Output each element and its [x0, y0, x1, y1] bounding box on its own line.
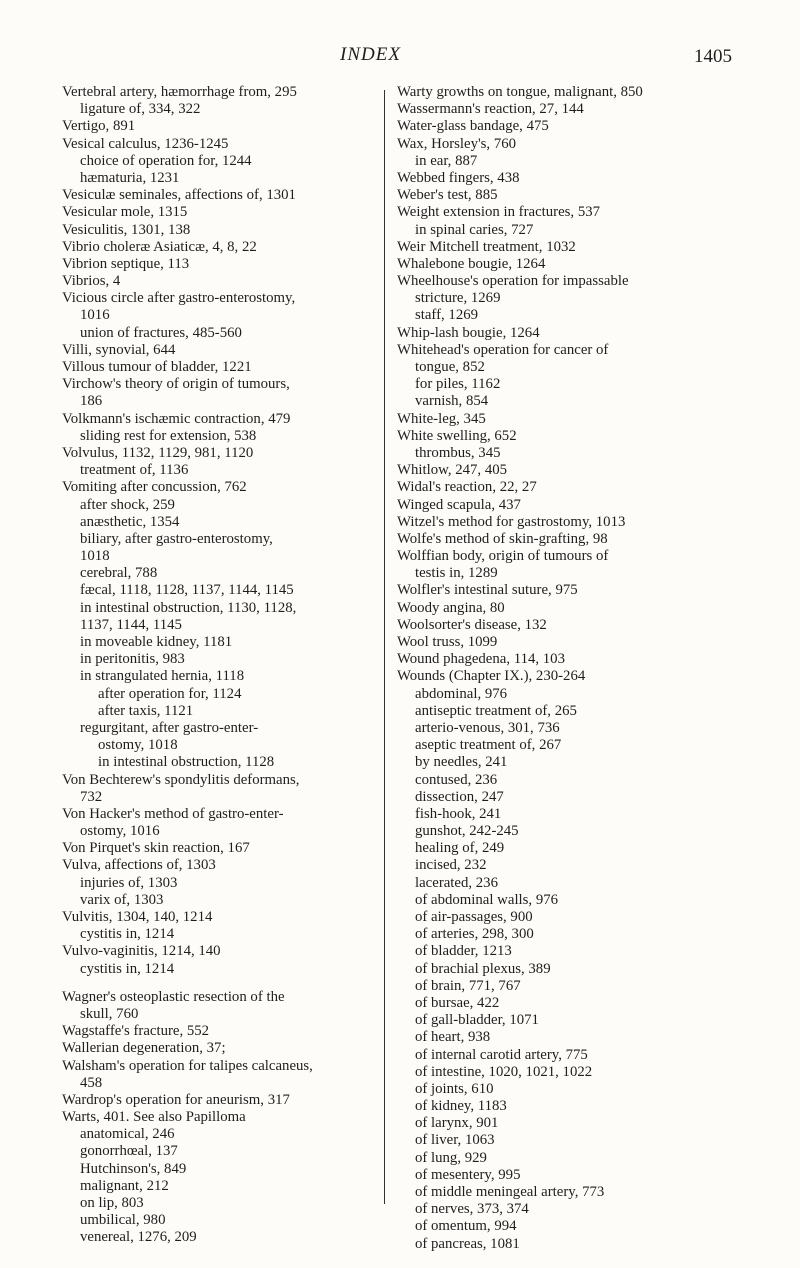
- index-subentry: gunshot, 242-245: [415, 823, 519, 840]
- index-entry: Winged scapula, 437: [397, 496, 521, 513]
- index-subentry: of bursae, 422: [415, 994, 500, 1011]
- index-entry: Warts, 401. See also Papilloma: [62, 1109, 246, 1126]
- index-entry: Volvulus, 1132, 1129, 981, 1120: [62, 444, 254, 461]
- index-subentry: of arteries, 298, 300: [415, 926, 534, 943]
- index-subentry: of middle meningeal artery, 773: [415, 1184, 605, 1200]
- index-entry: Von Bechterew's spondylitis deformans,: [62, 771, 300, 788]
- index-entry: Volkmann's ischæmic contraction, 479: [62, 410, 291, 427]
- index-subentry: tongue, 852: [415, 359, 485, 375]
- column-divider: [384, 90, 385, 1204]
- index-subentry: cerebral, 788: [80, 565, 158, 582]
- index-subentry: in spinal caries, 727: [415, 221, 534, 238]
- index-entry: Villi, synovial, 644: [62, 341, 176, 358]
- index-subentry: choice of operation for, 1244: [80, 152, 252, 169]
- index-entry: Vesical calculus, 1236-1245: [62, 135, 229, 152]
- index-entry: Whalebone bougie, 1264: [397, 255, 546, 272]
- index-subentry: Hutchinson's, 849: [80, 1160, 187, 1177]
- index-subentry: lacerated, 236: [415, 874, 498, 891]
- index-entry: Wheelhouse's operation for impassable: [397, 273, 629, 290]
- index-entry: Wassermann's reaction, 27, 144: [397, 101, 584, 118]
- index-entry: Wool truss, 1099: [397, 634, 498, 650]
- index-subentry: 1016: [80, 307, 110, 324]
- page-number: 1405: [694, 46, 732, 67]
- index-subentry: treatment of, 1136: [80, 462, 189, 479]
- index-entry: Virchow's theory of origin of tumours,: [62, 376, 290, 393]
- index-entry: Vesicular mole, 1315: [62, 204, 188, 221]
- index-entry: Vesiculitis, 1301, 138: [62, 221, 191, 238]
- index-subentry: varix of, 1303: [80, 891, 164, 908]
- index-subentry: of omentum, 994: [415, 1218, 517, 1235]
- index-entry: Warty growths on tongue, malignant, 850: [397, 84, 643, 100]
- index-subentry: in ear, 887: [415, 152, 478, 169]
- index-subentry: in moveable kidney, 1181: [80, 634, 233, 650]
- index-entry: White swelling, 652: [397, 427, 517, 444]
- header-title: INDEX: [340, 44, 401, 65]
- index-entry: Weir Mitchell treatment, 1032: [397, 238, 576, 255]
- index-subentry: of kidney, 1183: [415, 1098, 507, 1115]
- index-subentry: of liver, 1063: [415, 1132, 495, 1149]
- index-entry: Widal's reaction, 22, 27: [397, 479, 537, 496]
- index-entry: Webbed fingers, 438: [397, 169, 520, 186]
- index-subentry: fæcal, 1118, 1128, 1137, 1144, 1145: [80, 582, 294, 599]
- index-subentry: in intestinal obstruction, 1130, 1128,: [80, 599, 297, 616]
- index-entry: Whip-lash bougie, 1264: [397, 324, 540, 341]
- index-entry: Villous tumour of bladder, 1221: [62, 359, 252, 375]
- index-subentry: of gall-bladder, 1071: [415, 1012, 539, 1029]
- index-subentry: thrombus, 345: [415, 444, 501, 461]
- index-entry: Vesiculæ seminales, affections of, 1301: [62, 187, 296, 204]
- index-subentry: arterio-venous, 301, 736: [415, 719, 560, 736]
- index-subentry: cystitis in, 1214: [80, 926, 175, 943]
- index-subentry: after taxis, 1121: [98, 702, 194, 719]
- index-subentry: 186: [80, 393, 103, 410]
- index-entry: Weight extension in fractures, 537: [397, 204, 601, 221]
- index-subentry: healing of, 249: [415, 840, 505, 857]
- index-entry: Wolfler's intestinal suture, 975: [397, 582, 578, 599]
- index-entry: Wolffian body, origin of tumours of: [397, 548, 609, 565]
- index-subentry: by needles, 241: [415, 754, 508, 771]
- index-subentry: aseptic treatment of, 267: [415, 737, 562, 754]
- index-entry: Wallerian degeneration, 37;: [62, 1040, 226, 1057]
- index-column-left: [62, 84, 376, 1247]
- index-subentry: stricture, 1269: [415, 290, 501, 307]
- index-subentry: of lung, 929: [415, 1149, 487, 1166]
- index-subentry: on lip, 803: [80, 1195, 144, 1211]
- index-entry: Wagner's osteoplastic resection of the: [62, 988, 285, 1005]
- index-subentry: 732: [80, 788, 103, 805]
- index-entry: Vertigo, 891: [62, 118, 136, 135]
- index-subentry: of intestine, 1020, 1021, 1022: [415, 1063, 593, 1080]
- index-entry: Vulvo-vaginitis, 1214, 140: [62, 943, 221, 960]
- index-subentry: sliding rest for extension, 538: [80, 427, 257, 444]
- index-entry: Vertebral artery, hæmorrhage from, 295: [62, 84, 297, 100]
- section-gap: [62, 978, 376, 989]
- index-subentry: venereal, 1276, 209: [80, 1229, 197, 1246]
- index-subentry: in peritonitis, 983: [80, 651, 185, 668]
- index-entry: Wardrop's operation for aneurism, 317: [62, 1091, 290, 1108]
- index-subentry: in intestinal obstruction, 1128: [98, 754, 275, 771]
- index-entry: Vomiting after concussion, 762: [62, 479, 247, 496]
- index-subentry: of brachial plexus, 389: [415, 960, 551, 977]
- index-entry: Walsham's operation for talipes calcaneus,: [62, 1057, 313, 1074]
- index-subentry: of heart, 938: [415, 1029, 491, 1046]
- index-subentry: after shock, 259: [80, 496, 175, 513]
- index-entry: Whitlow, 247, 405: [397, 462, 508, 479]
- index-entry: Von Hacker's method of gastro-enter-: [62, 805, 284, 822]
- index-entry: Water-glass bandage, 475: [397, 118, 549, 135]
- index-subentry: gonorrhœal, 137: [80, 1143, 178, 1160]
- index-subentry: dissection, 247: [415, 788, 504, 805]
- index-subentry: anatomical, 246: [80, 1126, 175, 1143]
- index-entry: Weber's test, 885: [397, 187, 498, 204]
- index-subentry: ostomy, 1016: [80, 823, 160, 840]
- index-subentry: malignant, 212: [80, 1177, 169, 1194]
- index-subentry: skull, 760: [80, 1005, 139, 1022]
- index-entry: Vibrios, 4: [62, 273, 121, 290]
- index-subentry: of nerves, 373, 374: [415, 1201, 529, 1218]
- index-entry: Wagstaffe's fracture, 552: [62, 1023, 210, 1040]
- index-subentry: varnish, 854: [415, 393, 489, 410]
- index-entry: Woody angina, 80: [397, 599, 505, 616]
- index-subentry: abdominal, 976: [415, 685, 508, 702]
- index-subentry: of internal carotid artery, 775: [415, 1046, 588, 1063]
- index-subentry: fish-hook, 241: [415, 805, 502, 822]
- index-subentry: incised, 232: [415, 857, 487, 874]
- index-entry: Vulvitis, 1304, 140, 1214: [62, 909, 213, 925]
- index-subentry: 458: [80, 1074, 103, 1091]
- index-entry: Woolsorter's disease, 132: [397, 616, 547, 633]
- index-subentry: regurgitant, after gastro-enter-: [80, 719, 259, 736]
- index-entry: Wax, Horsley's, 760: [397, 135, 517, 152]
- index-subentry: of larynx, 901: [415, 1115, 499, 1132]
- index-entry: Vibrio choleræ Asiaticæ, 4, 8, 22: [62, 238, 257, 255]
- index-subentry: hæmaturia, 1231: [80, 169, 180, 186]
- index-subentry: staff, 1269: [415, 307, 479, 324]
- index-subentry: cystitis in, 1214: [80, 960, 175, 977]
- index-entry: White-leg, 345: [397, 410, 486, 427]
- index-entry: Wolfe's method of skin-grafting, 98: [397, 530, 608, 547]
- index-subentry: 1137, 1144, 1145: [80, 616, 182, 633]
- index-subentry: after operation for, 1124: [98, 685, 242, 702]
- index-entry: Vicious circle after gastro-enterostomy,: [62, 290, 296, 307]
- index-subentry: ligature of, 334, 322: [80, 101, 201, 118]
- index-entry: Wound phagedena, 114, 103: [397, 651, 565, 668]
- index-entry: Vibrion septique, 113: [62, 255, 190, 272]
- index-subentry: umbilical, 980: [80, 1212, 166, 1229]
- index-entry: Vulva, affections of, 1303: [62, 857, 216, 874]
- index-subentry: contused, 236: [415, 771, 498, 788]
- index-subentry: testis in, 1289: [415, 565, 498, 582]
- index-subentry: anæsthetic, 1354: [80, 513, 180, 530]
- index-subentry: of mesentery, 995: [415, 1166, 521, 1183]
- index-subentry: antiseptic treatment of, 265: [415, 702, 577, 719]
- index-entry: Whitehead's operation for cancer of: [397, 341, 609, 358]
- index-subentry: of pancreas, 1081: [415, 1235, 520, 1252]
- index-subentry: of joints, 610: [415, 1080, 494, 1097]
- index-column-right: [397, 84, 719, 1253]
- index-subentry: injuries of, 1303: [80, 874, 178, 891]
- index-subentry: of air-passages, 900: [415, 909, 533, 925]
- index-subentry: 1018: [80, 548, 110, 565]
- index-subentry: biliary, after gastro-enterostomy,: [80, 530, 273, 547]
- index-subentry: in strangulated hernia, 1118: [80, 668, 245, 685]
- index-subentry: of brain, 771, 767: [415, 977, 521, 994]
- index-entry: Von Pirquet's skin reaction, 167: [62, 840, 250, 857]
- index-subentry: of abdominal walls, 976: [415, 891, 559, 908]
- index-entry: Wounds (Chapter IX.), 230-264: [397, 668, 586, 685]
- index-subentry: of bladder, 1213: [415, 943, 512, 960]
- index-subentry: ostomy, 1018: [98, 737, 178, 754]
- index-subentry: union of fractures, 485-560: [80, 324, 242, 341]
- index-subentry: for piles, 1162: [415, 376, 501, 393]
- index-entry: Witzel's method for gastrostomy, 1013: [397, 513, 626, 530]
